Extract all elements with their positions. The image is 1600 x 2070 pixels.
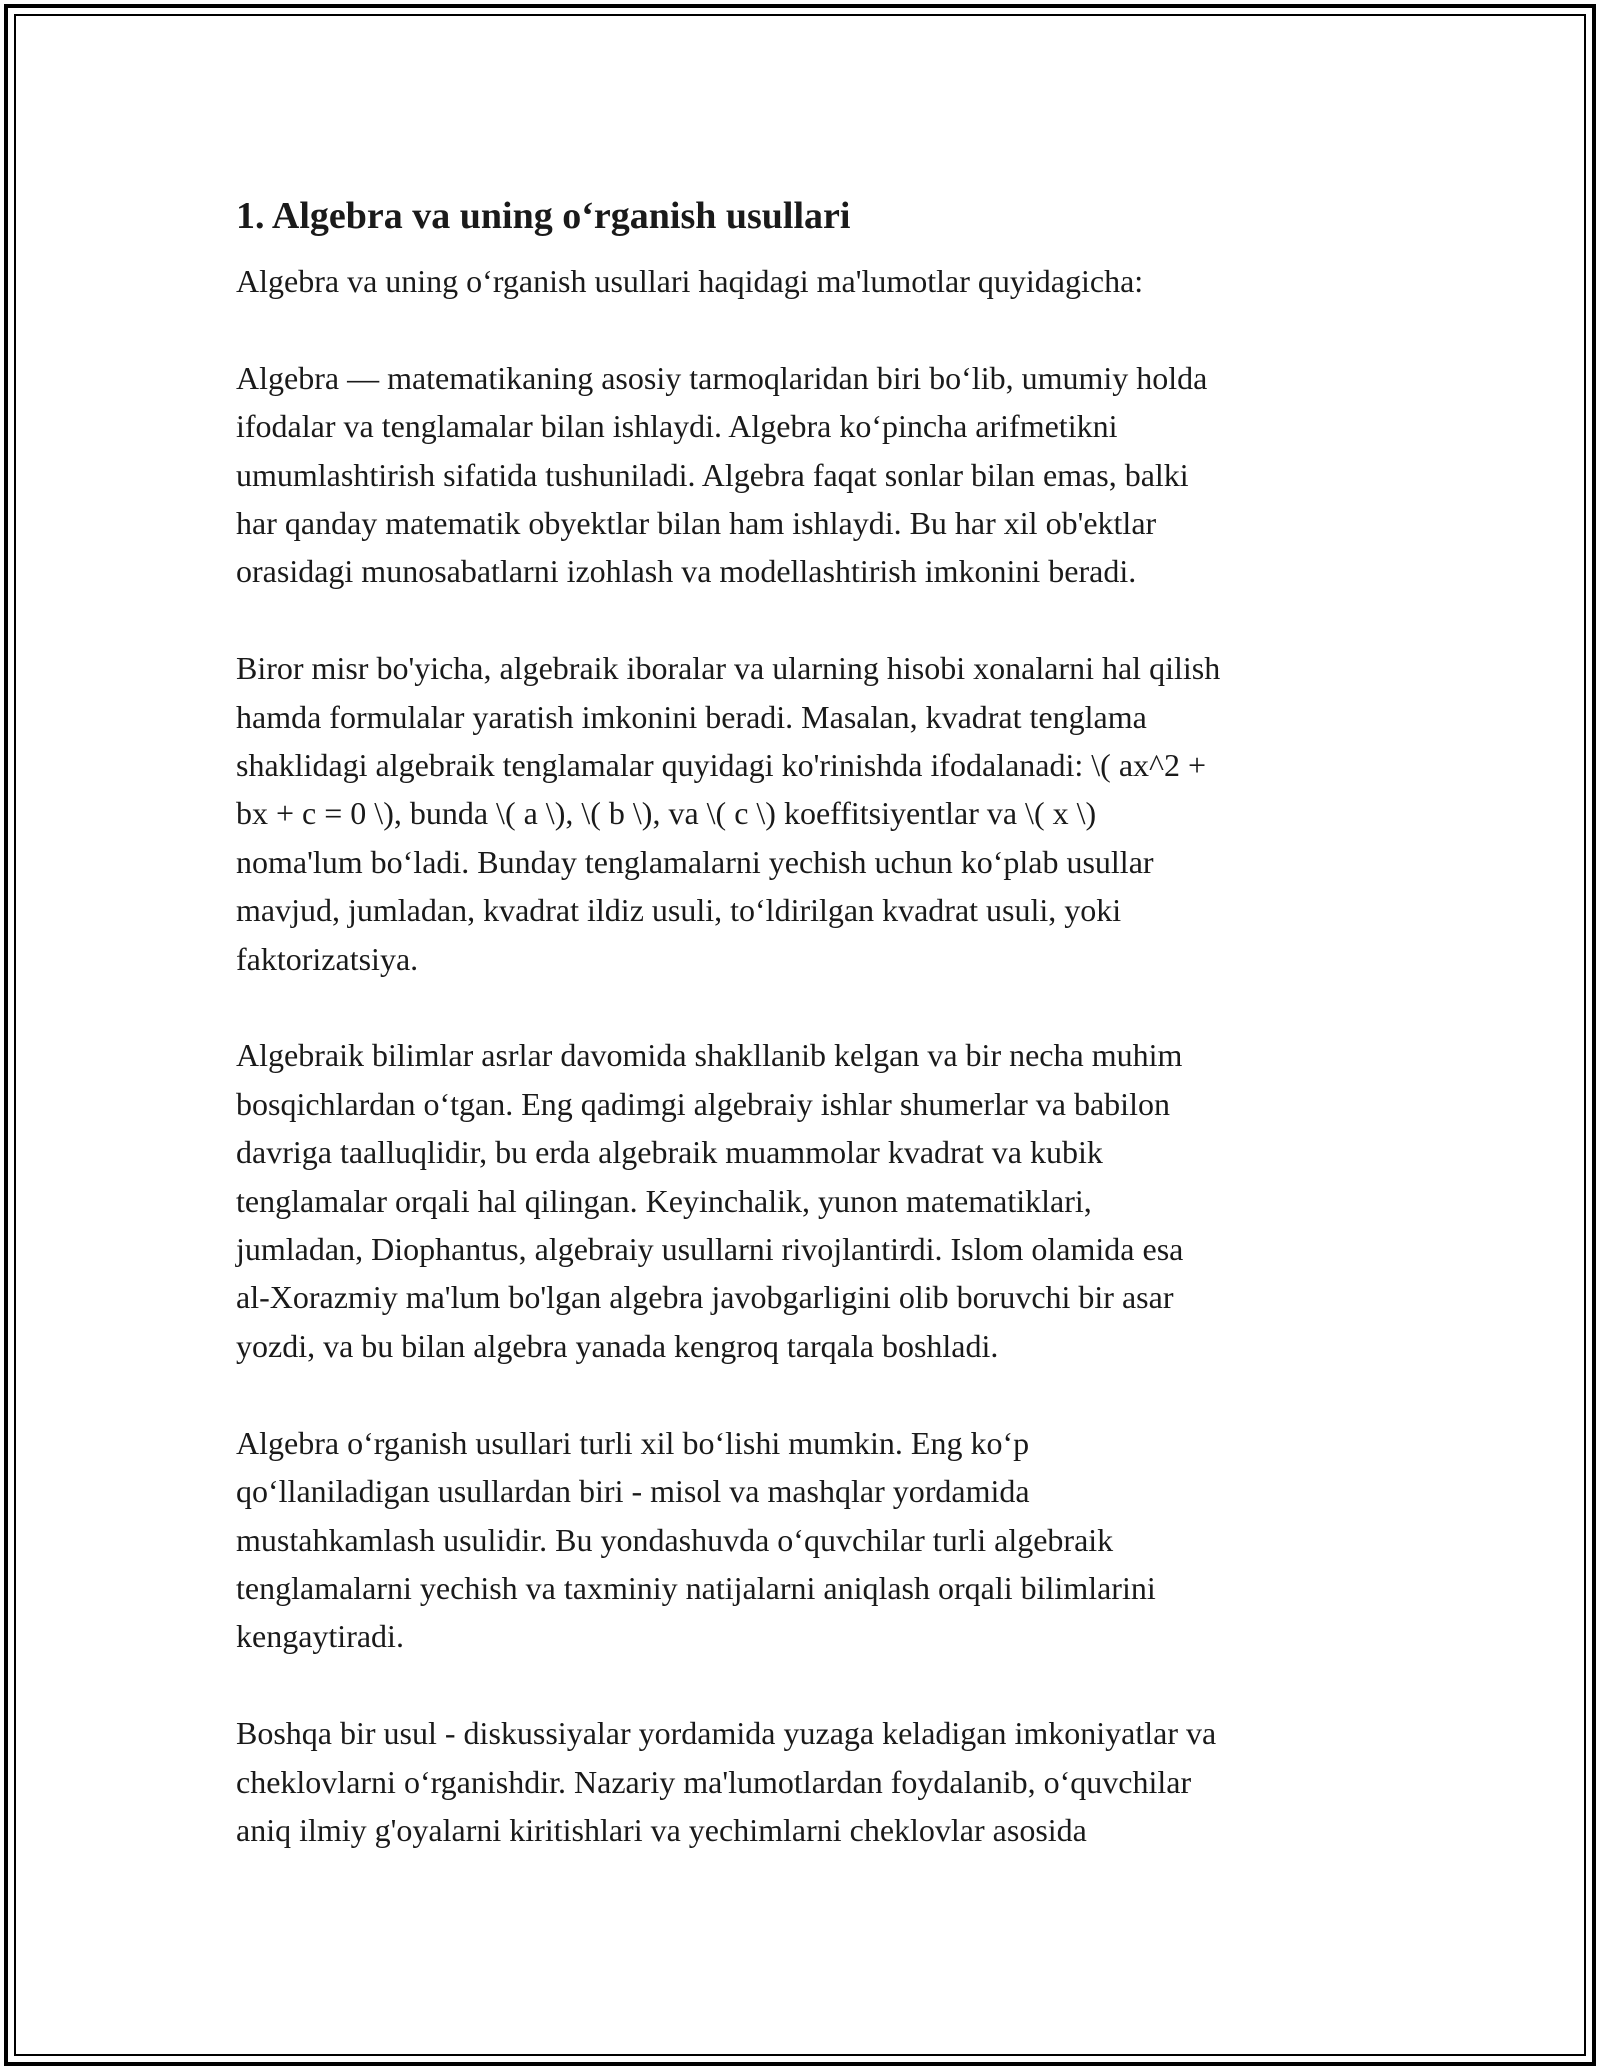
text-line: noma'lum bo‘ladi. Bunday tenglamalarni yechish uchun ko‘plab usullar: [236, 843, 1154, 880]
text-line: aniq ilmiy g'oyalarni kiritishlari va yechimlarni cheklovlar asosida: [236, 1811, 1087, 1848]
text-line: qo‘llaniladigan usullardan biri - misol va mashqlar yordamida: [236, 1473, 1030, 1510]
text-line: orasidagi munosabatlarni izohlash va modellashtirish imkonini beradi.: [236, 553, 1137, 590]
text-line: kengaytiradi.: [236, 1618, 404, 1655]
text-line: cheklovlarni o‘rganishdir. Nazariy ma'lumotlardan foydalanib, o‘quvchilar: [236, 1763, 1192, 1800]
text-line: umumlashtirish sifatida tushuniladi. Algebra faqat sonlar bilan emas, balki: [236, 456, 1189, 493]
text-line: yozdi, va bu bilan algebra yanada kengroq tarqala boshladi.: [236, 1327, 999, 1364]
text-line: bosqichlardan o‘tgan. Eng qadimgi algebraiy ishlar shumerlar va babilon: [236, 1085, 1170, 1122]
text-line: Boshqa bir usul - diskussiyalar yordamida yuzaga keladigan imkoniyatlar va: [236, 1715, 1217, 1752]
paragraph-history: [236, 1031, 1376, 1370]
text-line: Algebraik bilimlar asrlar davomida shakllanib kelgan va bir necha muhim: [236, 1037, 1183, 1074]
document-body: [236, 180, 1376, 1903]
text-line: tenglamalar orqali hal qilingan. Keyinchalik, yunon matematiklari,: [236, 1182, 1092, 1219]
text-line: har qanday matematik obyektlar bilan ham ishlaydi. Bu har xil ob'ektlar: [236, 505, 1157, 542]
text-line: mavjud, jumladan, kvadrat ildiz usuli, to‘ldirilgan kvadrat usuli, yoki: [236, 892, 1122, 929]
intro-paragraph: [236, 257, 1376, 305]
text-line: Algebra o‘rganish usullari turli xil bo‘lishi mumkin. Eng ko‘p: [236, 1424, 1030, 1461]
text-line: ifodalar va tenglamalar bilan ishlaydi. Algebra ko‘pincha arifmetikni: [236, 408, 1118, 445]
text-line: Algebra va uning o‘rganish usullari haqidagi ma'lumotlar quyidagicha:: [236, 263, 1144, 299]
text-line: faktorizatsiya.: [236, 940, 419, 977]
text-line: davriga taalluqlidir, bu erda algebraik muammolar kvadrat va kubik: [236, 1134, 1103, 1171]
text-line: shaklidagi algebraik tenglamalar quyidagi ko'rinishda ifodalanadi: \( ax^2 +: [236, 747, 1207, 784]
text-line: Biror misr bo'yicha, algebraik iboralar va ularning hisobi xonalarni hal qilish: [236, 650, 1221, 687]
text-line: bx + c = 0 \), bunda \( a \), \( b \), va \( c \) koeffitsiyentlar va \( x \): [236, 795, 1097, 832]
text-line: mustahkamlash usulidir. Bu yondashuvda o‘quvchilar turli algebraik: [236, 1521, 1114, 1558]
text-line: Algebra — matematikaning asosiy tarmoqlaridan biri bo‘lib, umumiy holda: [236, 359, 1208, 396]
paragraph-methods: [236, 1419, 1376, 1661]
paragraph-definition: [236, 354, 1376, 596]
paragraph-discussion: [236, 1709, 1376, 1854]
text-line: al-Xorazmiy ma'lum bo'lgan algebra javobgarligini olib boruvchi bir asar: [236, 1279, 1174, 1316]
text-line: tenglamalarni yechish va taxminiy natijalarni aniqlash orqali bilimlarini: [236, 1569, 1156, 1606]
text-line: jumladan, Diophantus, algebraiy usullarni rivojlantirdi. Islom olamida esa: [236, 1231, 1184, 1268]
text-line: hamda formulalar yaratish imkonini beradi. Masalan, kvadrat tenglama: [236, 698, 1147, 735]
section-heading: 1. Algebra va uning o‘rganish usullari: [236, 195, 851, 237]
paragraph-quadratic: [236, 644, 1376, 983]
